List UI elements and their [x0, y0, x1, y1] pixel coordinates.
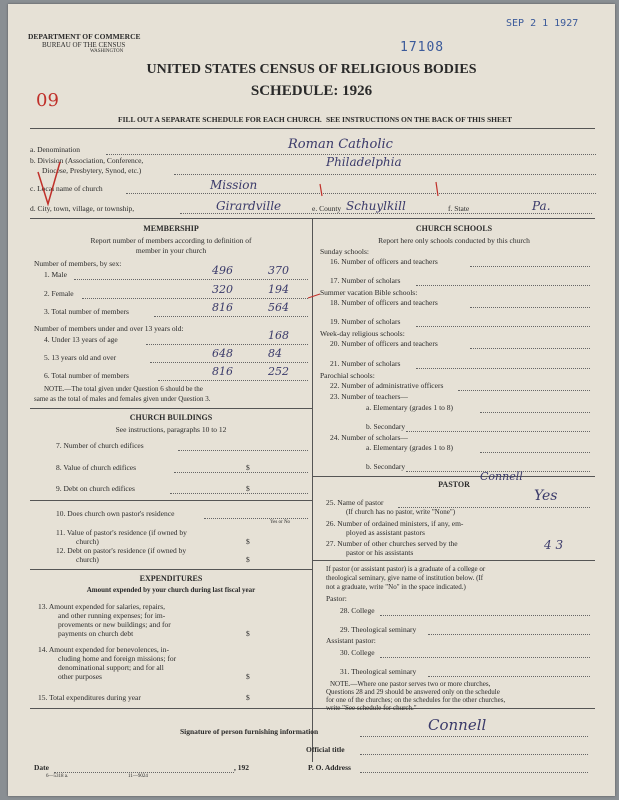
q26-label-2: ployed as assistant pastors — [346, 528, 425, 537]
form-number-stamp: 17108 — [400, 40, 445, 55]
q28-label: 28. College — [340, 606, 375, 615]
expenditures-title: EXPENDITURES — [139, 574, 203, 583]
date-label: Date — [34, 763, 49, 772]
q14-line-1: 14. Amount expended for benevolences, in- — [38, 645, 170, 654]
bureau-label: BUREAU OF THE CENSUS — [42, 41, 126, 49]
summer-label: Summer vacation Bible schools: — [320, 288, 418, 297]
q5-value-b: 84 — [268, 347, 282, 360]
q1-value-b: 370 — [268, 264, 289, 277]
yes-no-hint: Yes or No — [270, 520, 291, 525]
state-value: Pa. — [532, 199, 551, 213]
membership-intro: Report number of members according to definition of — [90, 236, 252, 245]
pastor-note-1: NOTE.—Where one pastor serves two or more churches, — [330, 680, 491, 688]
pastor-note-3: for one of the churches; on the schedules for the other churches, — [326, 696, 506, 704]
assistant-pastor-label: Assistant pastor: — [326, 636, 376, 645]
print-number: 11—9024 — [128, 774, 148, 779]
q12-label: 12. Debt on pastor's residence (if owned by — [56, 546, 187, 555]
q3-label: 3. Total number of members — [44, 307, 129, 316]
q1-label: 1. Male — [44, 270, 67, 279]
q8-label: 8. Value of church edifices — [56, 463, 137, 472]
q19-label: 19. Number of scholars — [330, 317, 401, 326]
q15-label: 15. Total expenditures during year — [38, 693, 141, 702]
church-name-label: c. Local name of church — [30, 184, 103, 193]
division-label-2: Diocese, Presbytery, Synod, etc.) — [42, 166, 142, 175]
q14-line-4: other purposes — [58, 672, 102, 681]
q13-line-4: payments on church debt — [58, 629, 134, 638]
q15-dollar: $ — [246, 693, 250, 702]
q8-dollar: $ — [246, 463, 250, 472]
q6-value-a: 816 — [212, 365, 233, 378]
q23b-label: b. Secondary — [366, 422, 406, 431]
q30-label: 30. College — [340, 648, 375, 657]
state-label: f. State — [448, 204, 470, 213]
schools-title: CHURCH SCHOOLS — [415, 224, 493, 233]
q10-label: 10. Does church own pastor's residence — [56, 509, 175, 518]
pastor-label: Pastor: — [326, 594, 347, 603]
signature-value: Connell — [428, 716, 487, 734]
q1-value-a: 496 — [212, 264, 233, 277]
q11-label-2: church) — [76, 537, 99, 546]
denomination-label: a. Denomination — [30, 145, 80, 154]
membership-note: NOTE.—The total given under Question 6 should be the — [44, 385, 203, 393]
q4-label: 4. Under 13 years of age — [44, 335, 118, 344]
q25-label: 25. Name of pastor — [326, 498, 384, 507]
graduate-note-2: theological seminary, give name of institution below. (If — [326, 574, 484, 582]
q13-dollar: $ — [246, 629, 250, 638]
q13-line-1: 13. Amount expended for salaries, repairs, — [38, 602, 166, 611]
q2-label: 2. Female — [44, 289, 74, 298]
graduate-note-3: not a graduate, write "No" in the space indicated.) — [326, 583, 466, 591]
q11-label: 11. Value of pastor's residence (if owned by — [56, 528, 187, 537]
church-name-value: Mission — [210, 178, 258, 192]
weekday-label: Week-day religious schools: — [320, 329, 405, 338]
red-annotation: 09 — [36, 90, 59, 111]
age-intro: Number of members under and over 13 years old: — [34, 324, 184, 333]
division-label: b. Division (Association, Conference, — [30, 156, 144, 165]
city-label: WASHINGTON — [90, 49, 124, 54]
pastor-answer-value: Yes — [534, 488, 558, 504]
q12-dollar: $ — [246, 555, 250, 564]
q5-value-a: 648 — [212, 347, 233, 360]
graduate-note-1: If pastor (or assistant pastor) is a graduate of a college or — [326, 565, 486, 573]
form-subtitle: SCHEDULE: 1926 — [250, 83, 373, 99]
q27-label: 27. Number of other churches served by the — [326, 539, 458, 548]
department-label: DEPARTMENT OF COMMERCE — [28, 32, 141, 41]
q17-label: 17. Number of scholars — [330, 276, 401, 285]
q23a-label: a. Elementary (grades 1 to 8) — [366, 403, 454, 412]
expenditures-intro: Amount expended by your church during last fiscal year — [86, 586, 256, 594]
q24-label: 24. Number of scholars— — [330, 433, 408, 442]
county-label: e. County — [312, 204, 342, 213]
address-label: P. O. Address — [308, 763, 351, 772]
pastor-note-4: write "See schedule for church." — [326, 704, 417, 712]
pastor-note-2: Questions 28 and 29 should be answered only on the schedule — [326, 688, 500, 696]
q25-note: (If church has no pastor, write "None") — [346, 508, 456, 516]
q14-line-2: cluding home and foreign missions; for — [58, 654, 177, 663]
schools-intro: Report here only schools conducted by this church — [378, 236, 530, 245]
q18-label: 18. Number of officers and teachers — [330, 298, 438, 307]
q27-value: 4 3 — [544, 538, 564, 552]
division-value: Philadelphia — [326, 155, 402, 169]
q14-line-3: denominational support; and for all — [58, 663, 164, 672]
q2-value-a: 320 — [212, 283, 233, 296]
signature-label: Signature of person furnishing information — [180, 727, 319, 736]
q29-label: 29. Theological seminary — [340, 625, 417, 634]
q27-label-2: pastor or his assistants — [346, 548, 414, 557]
q26-label: 26. Number of ordained ministers, if any, em- — [326, 519, 464, 528]
q24b-label: b. Secondary — [366, 462, 406, 471]
city-field-label: d. City, town, village, or township, — [30, 204, 135, 213]
q14-dollar: $ — [246, 672, 250, 681]
parochial-label: Parochial schools: — [320, 371, 375, 380]
q22-label: 22. Number of administrative officers — [330, 381, 444, 390]
q9-label: 9. Debt on church edifices — [56, 484, 135, 493]
q21-label: 21. Number of scholars — [330, 359, 401, 368]
buildings-title: CHURCH BUILDINGS — [129, 413, 213, 422]
year-label: , 192 — [234, 763, 249, 772]
q13-line-3: provements or new buildings; and for — [58, 620, 171, 629]
county-value: Schuylkill — [346, 199, 406, 213]
q4-value-b: 168 — [268, 329, 289, 342]
form-number: 6—5318 a. — [46, 774, 69, 779]
buildings-intro: See instructions, paragraphs 10 to 12 — [115, 425, 227, 434]
q24a-label: a. Elementary (grades 1 to 8) — [366, 443, 454, 452]
received-date-stamp: SEP 2 1 1927 — [506, 18, 579, 29]
q13-line-2: and other running expenses; for im- — [58, 611, 166, 620]
by-sex-label: Number of members, by sex: — [34, 259, 122, 268]
instruction-right: SEE INSTRUCTIONS ON THE BACK OF THIS SHEET — [326, 115, 512, 124]
pastor-title: PASTOR — [438, 480, 470, 489]
sunday-label: Sunday schools: — [320, 247, 369, 256]
q6-value-b: 252 — [268, 365, 289, 378]
q7-label: 7. Number of church edifices — [56, 441, 144, 450]
official-title-label: Official title — [306, 745, 345, 754]
instruction-left: FILL OUT A SEPARATE SCHEDULE FOR EACH CHURCH. — [118, 115, 322, 124]
q9-dollar: $ — [246, 484, 250, 493]
q20-label: 20. Number of officers and teachers — [330, 339, 438, 348]
q12-label-2: church) — [76, 555, 99, 564]
denomination-value: Roman Catholic — [288, 137, 393, 152]
q16-label: 16. Number of officers and teachers — [330, 257, 438, 266]
q3-value-b: 564 — [268, 301, 289, 314]
membership-note-2: same as the total of males and females given under Question 3. — [34, 395, 211, 403]
q5-label: 5. 13 years old and over — [44, 353, 117, 362]
membership-title: MEMBERSHIP — [143, 224, 199, 233]
census-form-sheet — [8, 4, 615, 796]
form-title: UNITED STATES CENSUS OF RELIGIOUS BODIES — [146, 62, 477, 77]
q11-dollar: $ — [246, 537, 250, 546]
q3-value-a: 816 — [212, 301, 233, 314]
q6-label: 6. Total number of members — [44, 371, 129, 380]
pastor-name-value: Connell — [480, 470, 523, 483]
q31-label: 31. Theological seminary — [340, 667, 417, 676]
q23-label: 23. Number of teachers— — [330, 392, 408, 401]
q2-value-b: 194 — [268, 283, 289, 296]
city-value: Girardville — [216, 199, 282, 213]
membership-intro-2: member in your church — [135, 246, 207, 255]
